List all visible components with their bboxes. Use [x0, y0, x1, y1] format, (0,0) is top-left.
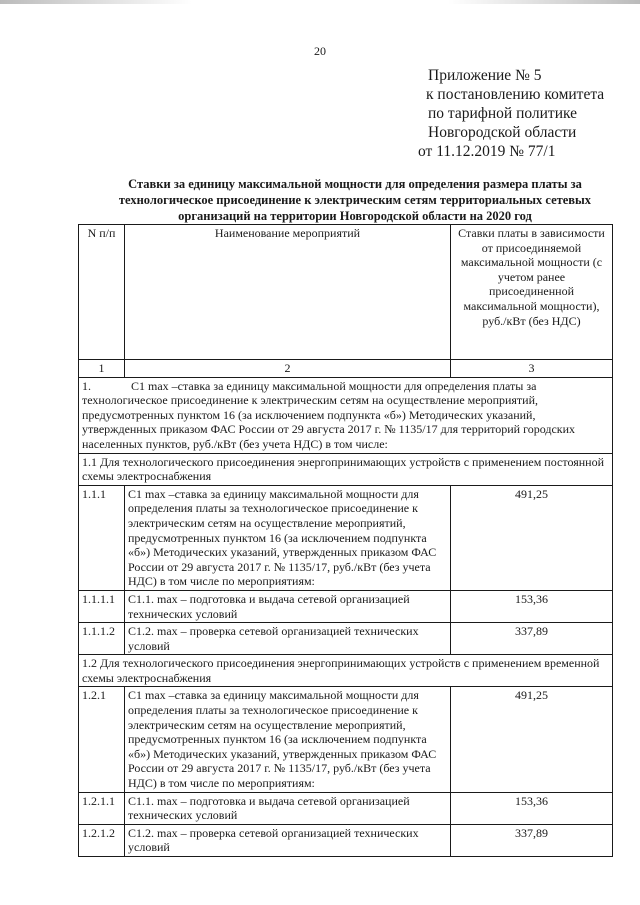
appendix-line: Приложение № 5 — [428, 67, 542, 84]
header-num: N п/п — [79, 225, 125, 360]
row-name: С1.2. max – проверка сетевой организацией технических условий — [125, 824, 451, 856]
row-value: 153,36 — [451, 590, 613, 622]
table-row — [79, 623, 613, 655]
appendix-block — [418, 66, 604, 161]
row-value: 337,89 — [451, 623, 613, 655]
row-value: 153,36 — [451, 792, 613, 824]
column-number: 3 — [451, 360, 613, 378]
row-name: С1.1. max – подготовка и выдача сетевой организацией технических условий — [125, 590, 451, 622]
appendix-line: Новгородской области — [428, 124, 577, 141]
document-title: Ставки за единицу максимальной мощности для определения размера платы за технологическое присоединение к электрическим сетям территориальных сетевых организаций на территории Новгородской области на 2020 год — [118, 177, 592, 223]
row-num: 1.2.1.1 — [79, 792, 125, 824]
section-text: С1 max –ставка за единицу максимальной мощности для определения платы за технологическое присоединение к электрическим сетям на осуществление мероприятий, предусмотренных пунктом 16 (за исключением подпункта «б») Методических указаний, утвержденных приказом ФАС России от 29 августа 2017 г. № 1135/17 для территорий городских населенных пунктов, руб./кВт (без учета НДС) в том числе: — [82, 378, 576, 451]
header-name: Наименование мероприятий — [125, 225, 451, 360]
table-row — [79, 824, 613, 856]
row-value: 337,89 — [451, 824, 613, 856]
column-number: 2 — [125, 360, 451, 378]
table-row — [79, 792, 613, 824]
row-num: 1.1.1 — [79, 485, 125, 590]
table-row — [79, 687, 613, 792]
column-number: 1 — [79, 360, 125, 378]
row-value: 491,25 — [451, 485, 613, 590]
page-number: 20 — [314, 44, 326, 58]
table-row — [79, 485, 613, 590]
appendix-line: по тарифной политике — [428, 105, 578, 122]
appendix-line: от 11.12.2019 № 77/1 — [418, 143, 556, 160]
subsection-1-2: 1.2 Для технологического присоединения энергопринимающих устройств с применением временной схемы электроснабжения — [79, 655, 613, 687]
rates-table — [78, 224, 613, 857]
row-num: 1.1.1.2 — [79, 623, 125, 655]
table-header-row — [79, 225, 613, 360]
row-value: 491,25 — [451, 687, 613, 792]
appendix-line: к постановлению комитета — [426, 86, 605, 103]
column-number-row — [79, 360, 613, 378]
row-num: 1.2.1 — [79, 687, 125, 792]
row-name: С1.2. max – проверка сетевой организацией технических условий — [125, 623, 451, 655]
section-index: 1. — [82, 378, 91, 393]
subsection-1-1: 1.1 Для технологического присоединения энергопринимающих устройств с применением постоянной схемы электроснабжения — [79, 453, 613, 485]
subsection-row — [79, 453, 613, 485]
row-name: С1.1. max – подготовка и выдача сетевой организацией технических условий — [125, 792, 451, 824]
row-num: 1.2.1.2 — [79, 824, 125, 856]
header-rate: Ставки платы в зависимости от присоединяемой максимальной мощности (с учетом ранее присоединенной максимальной мощности), руб./кВт (без НДС) — [451, 225, 613, 360]
row-name: С1 max –ставка за единицу максимальной мощности для определения платы за технологическое присоединение к электрическим сетям на осуществление мероприятий, предусмотренных пунктом 16 (за исключением подпункта «б») Методических указаний, утвержденных приказом ФАС России от 29 августа 2017 г. № 1135/17, руб./кВт (без учета НДС) в том числе по мероприятиям: — [125, 485, 451, 590]
subsection-row — [79, 655, 613, 687]
table-row — [79, 590, 613, 622]
row-name: С1 max –ставка за единицу максимальной мощности для определения платы за технологическое присоединение к электрическим сетям на осуществление мероприятий, предусмотренных пунктом 16 (за исключением подпункта «б») Методических указаний, утвержденных приказом ФАС России от 29 августа 2017 г. № 1135/17, руб./кВт (без учета НДС) в том числе по мероприятиям: — [125, 687, 451, 792]
section-row — [79, 377, 613, 453]
row-num: 1.1.1.1 — [79, 590, 125, 622]
section-1-cell — [79, 377, 613, 453]
scan-edge-shadow — [0, 0, 640, 4]
